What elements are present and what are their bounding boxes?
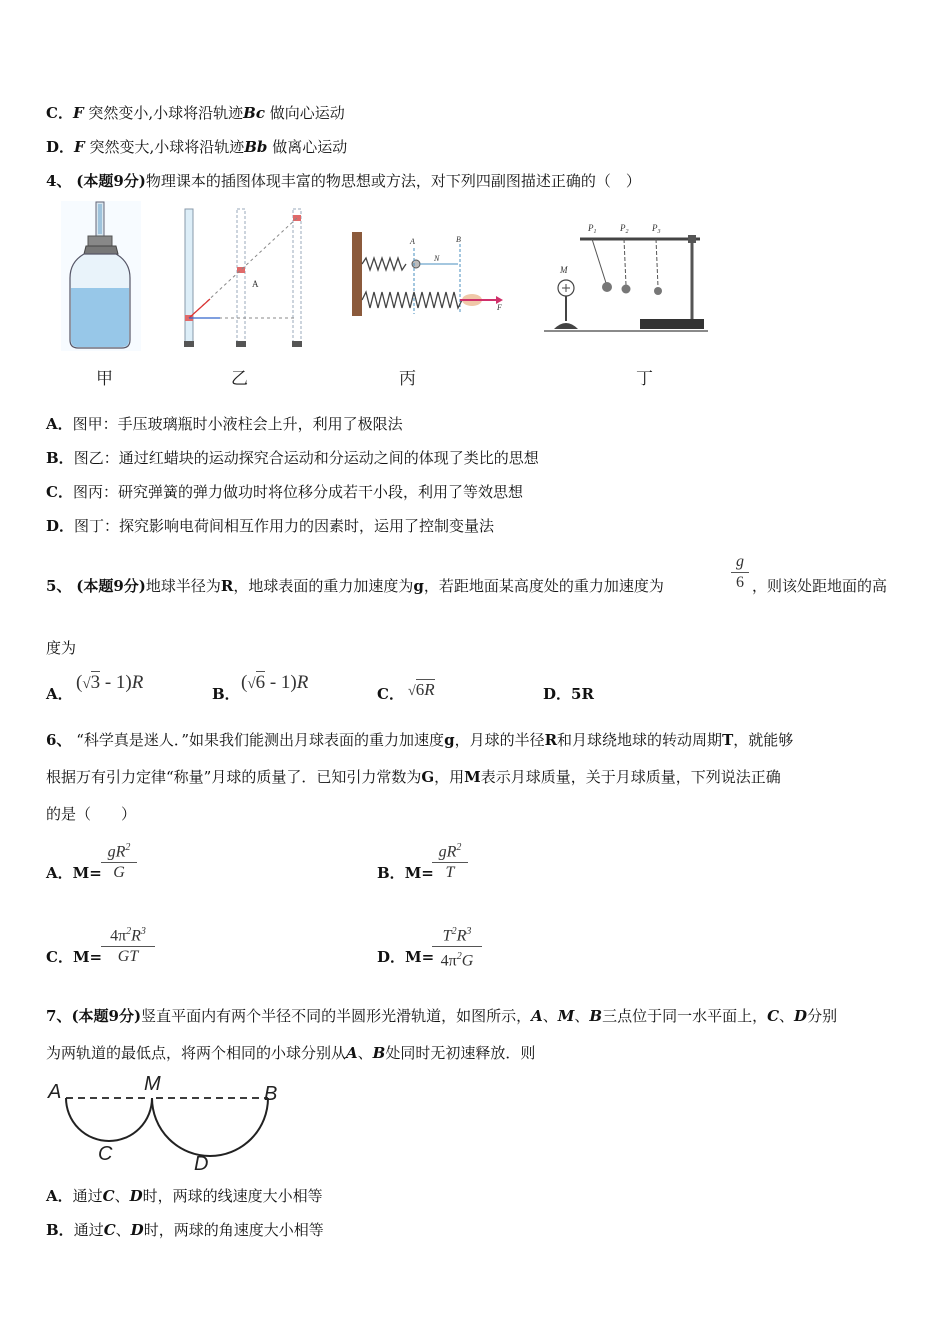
- q6-option-a-fraction: $gR^2$ G: [101, 838, 137, 883]
- q6-option-d-fraction: $T^2R^3$ $4\pi^2G$: [432, 922, 482, 972]
- svg-text:P1: [587, 223, 597, 235]
- q7-track-diagram: [44, 1074, 294, 1174]
- figure-jia-bottle: [60, 200, 142, 352]
- q7-diagram-label-c: C: [98, 1143, 113, 1165]
- figure-ding-label-p3-sub: 3: [657, 229, 661, 235]
- q5-option-b-expr: (√6 - 1)R: [241, 672, 309, 693]
- q5-option-c-letter: C．: [377, 685, 404, 703]
- q3-option-d: D．F 突然变大,小球将沿轨迹Bb 做离心运动: [46, 138, 348, 156]
- figure-yi-label-a: A: [252, 279, 259, 289]
- figure-bing-label-b: B: [456, 235, 461, 244]
- figure-caption-bing: 丙: [399, 369, 416, 389]
- q6-stem-line2: 根据万有引力定律“称量”月球的质量了．已知引力常数为G，用M表示月球质量，关于月球质量，下列说法正确: [46, 768, 781, 786]
- q5-option-d: D．5R: [543, 685, 594, 703]
- figure-ding-label-p1-sub: 1: [593, 229, 597, 235]
- q7-diagram-label-b: B: [264, 1083, 278, 1105]
- figure-caption-yi: 乙: [231, 369, 248, 389]
- q7-option-a: A．通过C、D时，两球的线速度大小相等: [46, 1187, 323, 1205]
- q4-stem: 4、 (本题9分)物理课本的插图体现丰富的物思想或方法，对下列四副图描述正确的（ ）: [46, 172, 641, 190]
- q4-option-b: B．图乙：通过红蜡块的运动探究合运动和分运动之间的体现了类比的思想: [46, 449, 539, 467]
- q6-option-c-label: C．M=: [46, 948, 103, 966]
- q6-stem-line1: 6、 “科学真是迷人．”如果我们能测出月球表面的重力加速度g，月球的半径R和月球绕地球的转动周期T，就能够: [46, 731, 794, 749]
- figure-ding-label-p2: P: [620, 223, 626, 233]
- figure-ding-label-p2-sub: 2: [625, 229, 629, 235]
- q3-option-c: C．F 突然变小,小球将沿轨迹Bc 做向心运动: [46, 104, 345, 122]
- q4-option-d: D．图丁：探究影响电荷间相互作用力的因素时，运用了控制变量法: [46, 517, 495, 535]
- q6-option-d-label: D．M=: [377, 948, 435, 966]
- q5-stem-line2: 度为: [46, 639, 77, 657]
- q4-option-c: C．图丙：研究弹簧的弹力做功时将位移分成若干小段，利用了等效思想: [46, 483, 523, 501]
- q6-option-b-fraction: $gR^2$ T: [432, 838, 468, 883]
- figure-ding-label-p3: P: [652, 223, 658, 233]
- q7-stem-line1: 7、(本题9分)竖直平面内有两个半径不同的半圆形光滑轨道，如图所示，A、M、B三点位于同一水平面上，C、D分别: [46, 1007, 838, 1025]
- q7-option-b: B．通过C、D时，两球的角速度大小相等: [46, 1221, 324, 1239]
- figure-ding-label-m: M: [560, 265, 568, 275]
- figure-bing-springs: [350, 228, 508, 324]
- figure-yi-tubes: [180, 205, 310, 350]
- figure-bing-label-a: A: [410, 237, 415, 246]
- q5-option-b-letter: B．: [212, 685, 240, 703]
- figure-ding-label-p1: P: [588, 223, 594, 233]
- q6-option-a-label: A．M=: [46, 864, 102, 882]
- q5-fraction-g-over-6: g 6: [731, 552, 749, 593]
- q5-option-a-expr: (√3 - 1)R: [76, 672, 144, 693]
- svg-text:P3: [651, 223, 661, 235]
- q7-diagram-label-a: A: [48, 1081, 62, 1103]
- q5-stem: 5、 (本题9分)地球半径为R，地球表面的重力加速度为g，若距地面某高度处的重力加速度为: [46, 577, 664, 595]
- q5-option-a-letter: A．: [46, 685, 73, 703]
- q6-option-b-label: B．M=: [377, 864, 434, 882]
- figure-caption-ding: 丁: [636, 369, 653, 389]
- q6-option-c-fraction: $4\pi^2R^3$ GT: [101, 922, 155, 967]
- q7-diagram-label-m: M: [144, 1074, 161, 1095]
- q6-stem-line3: 的是（ ）: [46, 805, 137, 823]
- q7-stem-line2: 为两轨道的最低点，将两个相同的小球分别从A、B处同时无初速释放．则: [46, 1044, 536, 1062]
- q5-stem-tail: ，则该处距地面的高: [752, 577, 888, 595]
- figure-caption-jia: 甲: [96, 369, 113, 389]
- q5-option-c-expr: √6R: [408, 680, 435, 699]
- q4-option-a: A．图甲：手压玻璃瓶时小液柱会上升，利用了极限法: [46, 415, 403, 433]
- svg-text:P2: [619, 223, 629, 235]
- figure-bing-label-f: F: [497, 303, 502, 312]
- figure-bing-label-n: N: [434, 254, 440, 263]
- figure-ding-pendulums: [540, 215, 712, 337]
- q7-diagram-label-d: D: [194, 1153, 209, 1174]
